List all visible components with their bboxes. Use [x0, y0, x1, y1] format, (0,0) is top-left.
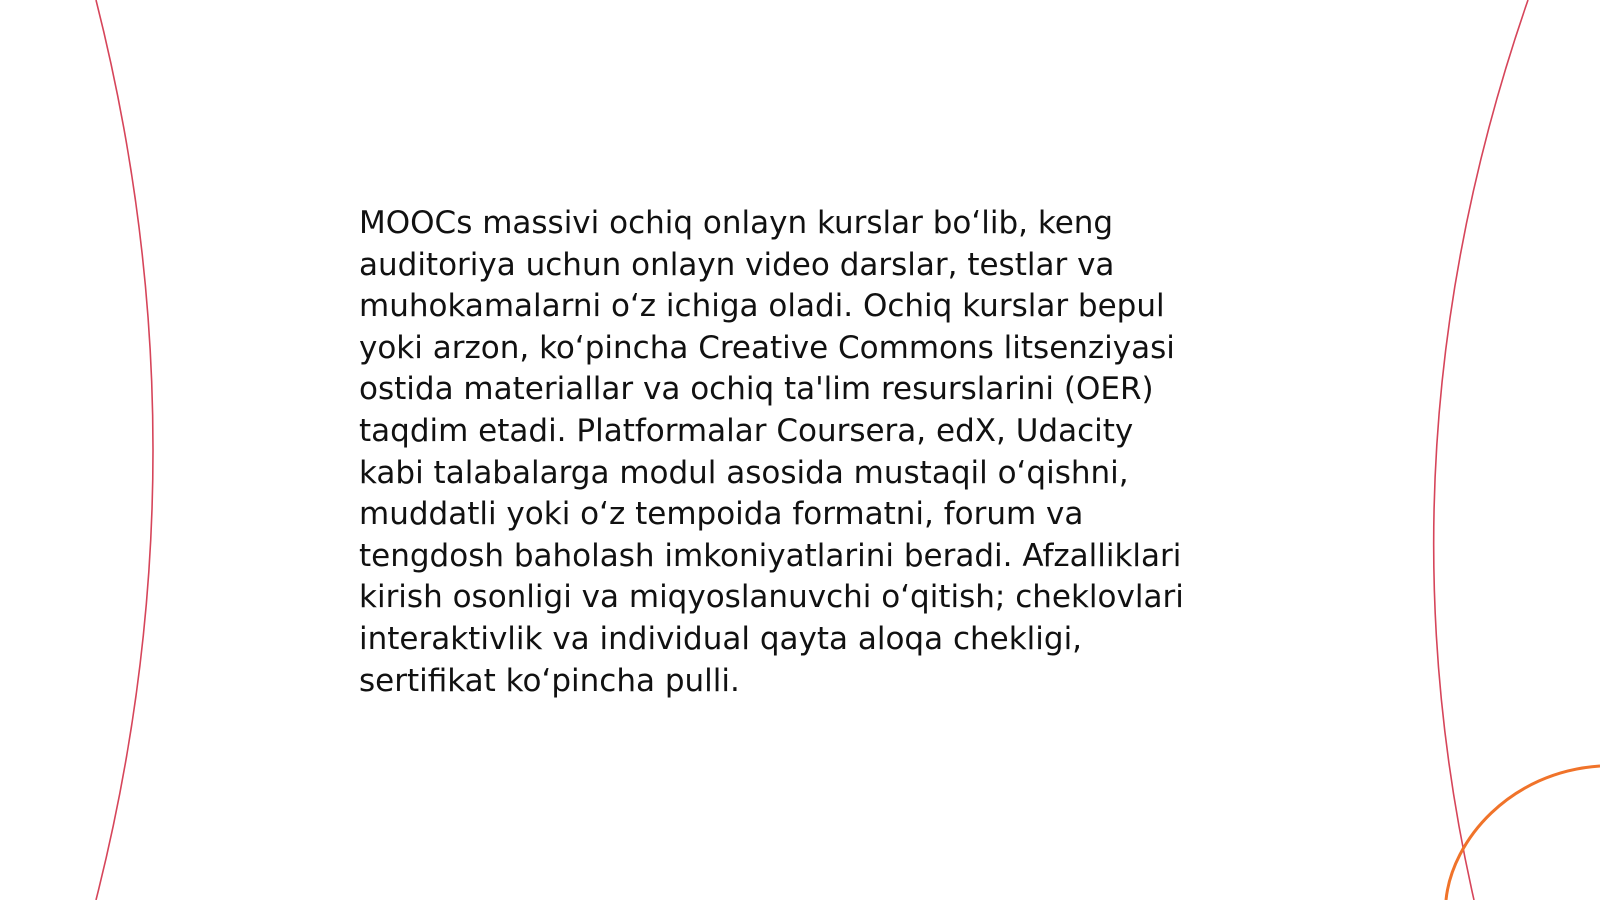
- right-curve: [1434, 0, 1528, 900]
- left-curve: [96, 0, 153, 900]
- body-paragraph: MOOCs massivi ochiq onlayn kurslar bo‘lib, keng auditoriya uchun onlayn video darslar, testlar va muhokamalarni o‘z ichiga oladi. Ochiq kurslar bepul yoki arzon, ko‘pincha Creative Commons litsenziyasi ostida materiallar va ochiq ta'lim resurslarini (OER) taqdim etadi. Platformalar Coursera, edX, Udacity kabi talabalarga modul asosida mustaqil o‘qishni, muddatli yoki o‘z tempoida formatni, forum va tengdosh baholash imkoniyatlarini beradi. Afzalliklari kirish osonligi va miqyoslanuvchi o‘qitish; cheklovlari interaktivlik va individual qayta aloqa chekligi, sertifikat ko‘pincha pulli.: [359, 205, 1184, 699]
